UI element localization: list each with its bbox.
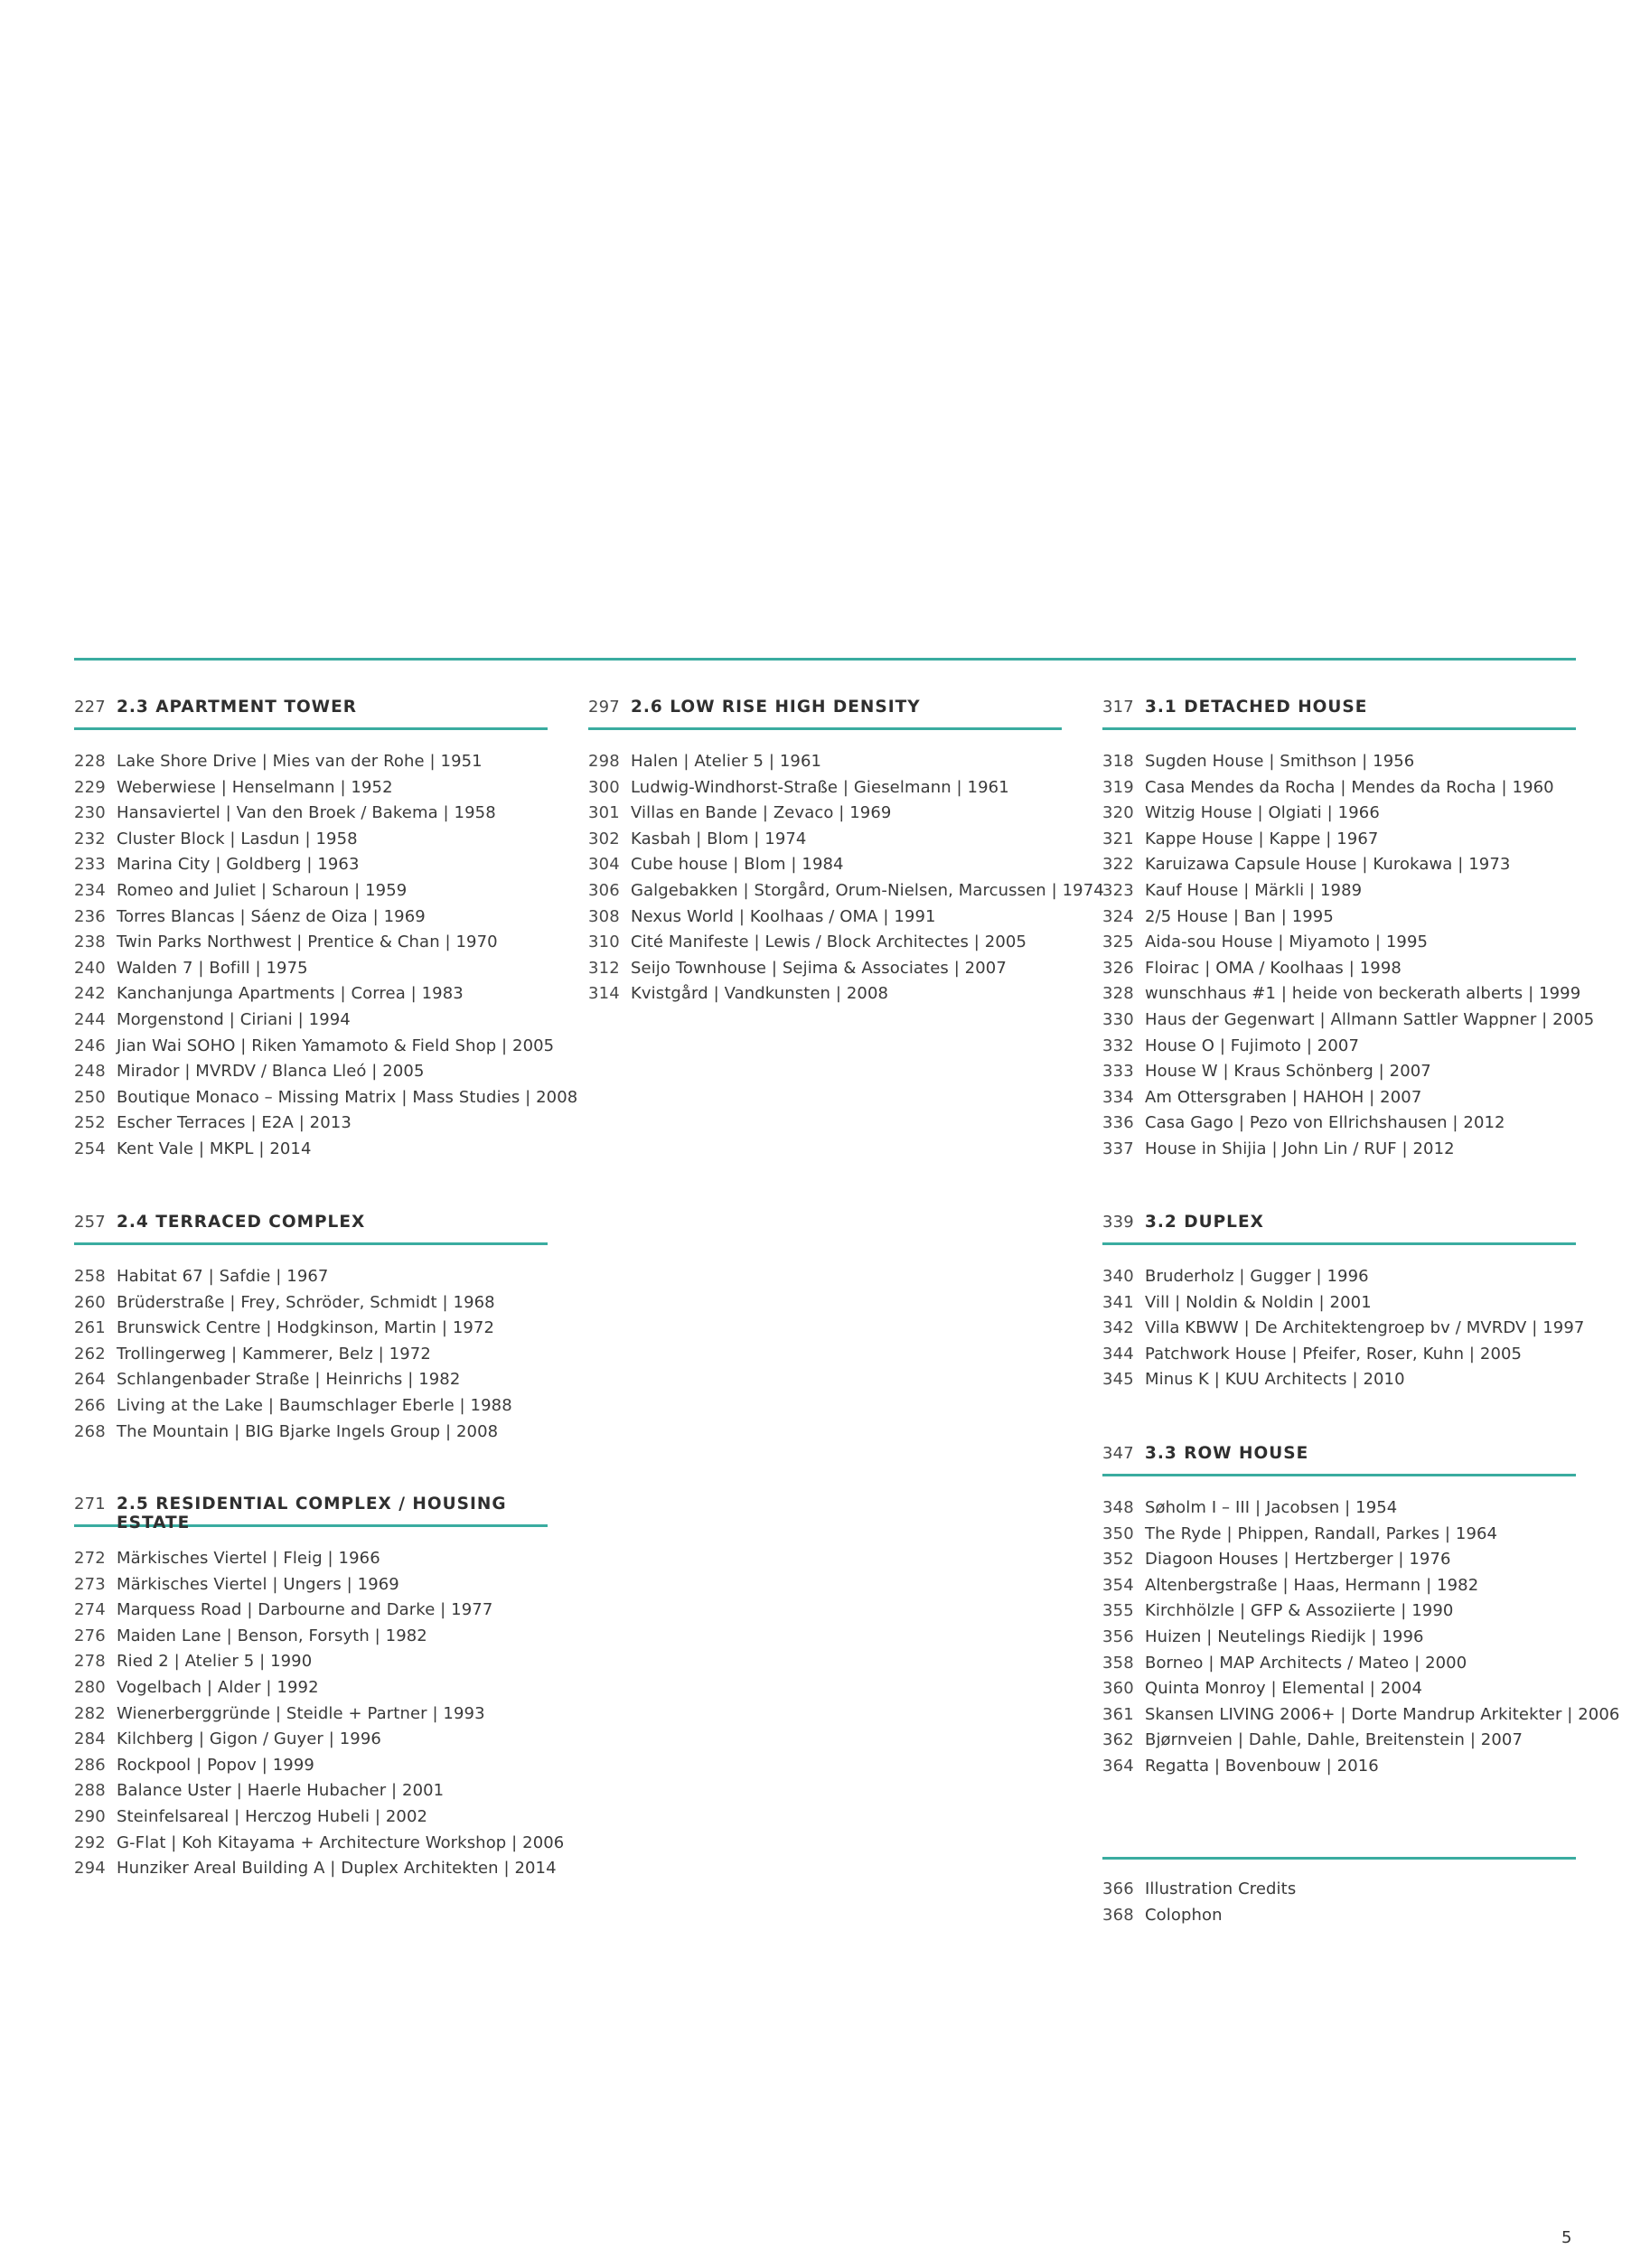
section-entry-list (74, 730, 578, 1166)
toc-entry[interactable] (1102, 1498, 1576, 1524)
toc-entry[interactable] (1102, 881, 1576, 907)
toc-entry-title: Halen | Atelier 5 | 1961 (631, 752, 822, 771)
toc-entry[interactable] (1102, 984, 1581, 1010)
toc-entry-title: Boutique Monaco – Missing Matrix | Mass Studies | 2008 (117, 1087, 578, 1107)
toc-entry-page-number: 276 (74, 1626, 106, 1645)
toc-entry-page-number: 230 (74, 803, 106, 823)
toc-entry-title: Weberwiese | Henselmann | 1952 (117, 777, 393, 797)
toc-section-apartment-tower (74, 694, 578, 1166)
toc-entry-title: Märkisches Viertel | Fleig | 1966 (117, 1549, 380, 1568)
toc-entry-title: Kasbah | Blom | 1974 (631, 829, 807, 848)
toc-entry-page-number: 336 (1102, 1113, 1134, 1133)
toc-entry[interactable] (588, 829, 1062, 856)
toc-entry-page-number: 236 (74, 906, 106, 926)
toc-entry[interactable] (1102, 1601, 1576, 1627)
toc-entry-title: Witzig House | Olgiati | 1966 (1145, 803, 1380, 823)
toc-entry[interactable] (1102, 1757, 1576, 1783)
toc-entry-page-number: 310 (588, 933, 620, 952)
toc-entry[interactable] (1102, 1627, 1576, 1654)
toc-entry-page-number: 280 (74, 1677, 106, 1697)
toc-entry-page-number: 288 (74, 1781, 106, 1801)
section-page-number: 297 (588, 698, 620, 717)
toc-section-low-rise (588, 694, 1104, 1010)
toc-entry-title: Ried 2 | Atelier 5 | 1990 (117, 1652, 313, 1672)
section-page-number: 271 (74, 1495, 106, 1514)
toc-entry-title: House O | Fujimoto | 2007 (1145, 1036, 1360, 1055)
toc-entry-page-number: 355 (1102, 1601, 1134, 1621)
toc-entry[interactable] (588, 933, 1062, 959)
toc-entry-title: Balance Uster | Haerle Hubacher | 2001 (117, 1781, 445, 1801)
toc-entry[interactable] (74, 1010, 548, 1036)
toc-entry-title: House W | Kraus Schönberg | 2007 (1145, 1062, 1431, 1082)
toc-entry-title: Illustration Credits (1145, 1879, 1297, 1898)
toc-entry[interactable] (74, 1139, 548, 1166)
toc-entry-page-number: 328 (1102, 984, 1134, 1004)
toc-entry-title: Bruderholz | Gugger | 1996 (1145, 1267, 1369, 1286)
toc-entry-page-number: 268 (74, 1421, 106, 1441)
toc-entry-page-number: 342 (1102, 1318, 1134, 1338)
toc-entry-title: Vogelbach | Alder | 1992 (117, 1677, 319, 1697)
toc-entry-page-number: 261 (74, 1318, 106, 1338)
toc-entry-title: Habitat 67 | Safdie | 1967 (117, 1267, 329, 1286)
toc-entry[interactable] (74, 1781, 548, 1807)
toc-entry-title: wunschhaus #1 | heide von beckerath alberts | 1999 (1145, 984, 1581, 1004)
toc-entry-page-number: 304 (588, 855, 620, 875)
toc-entry-page-number: 356 (1102, 1626, 1134, 1646)
toc-entry[interactable] (588, 855, 1062, 881)
toc-entry[interactable] (74, 1859, 557, 1885)
toc-entry-title: Cluster Block | Lasdun | 1958 (117, 829, 358, 848)
toc-entry-page-number: 246 (74, 1036, 106, 1055)
toc-entry[interactable] (1102, 1879, 1576, 1906)
toc-entry[interactable] (1102, 907, 1576, 933)
toc-entry[interactable] (74, 752, 548, 778)
toc-entry[interactable] (74, 881, 548, 907)
toc-entry[interactable] (1102, 1576, 1576, 1602)
toc-entry-title: Galgebakken | Storgård, Orum-Nielsen, Marcussen | 1974 (631, 880, 1104, 900)
toc-entry[interactable] (1102, 855, 1576, 881)
toc-entry[interactable] (1102, 829, 1576, 856)
toc-entry-page-number: 228 (74, 752, 106, 771)
toc-entry[interactable] (74, 1832, 565, 1860)
toc-entry-page-number: 341 (1102, 1292, 1134, 1312)
toc-entry-title: Kvistgård | Vandkunsten | 2008 (631, 984, 889, 1004)
toc-entry[interactable] (74, 1652, 548, 1678)
toc-entry-page-number: 242 (74, 984, 106, 1004)
end-matter-divider (1102, 1857, 1576, 1860)
toc-entry-title: Casa Gago | Pezo von Ellrichshausen | 2012 (1145, 1113, 1505, 1133)
toc-entry[interactable] (74, 907, 548, 933)
toc-entry-title: Borneo | MAP Architects / Mateo | 2000 (1145, 1653, 1467, 1673)
toc-entry-title: House in Shijia | John Lin / RUF | 2012 (1145, 1139, 1455, 1158)
toc-entry[interactable] (1102, 1704, 1620, 1731)
toc-entry-page-number: 229 (74, 777, 106, 797)
toc-entry[interactable] (1102, 933, 1576, 959)
toc-entry-page-number: 300 (588, 777, 620, 797)
section-page-number: 227 (74, 698, 106, 717)
toc-entry-page-number: 262 (74, 1344, 106, 1364)
section-heading[interactable] (74, 1491, 548, 1532)
section-title: 3.3 ROW HOUSE (1145, 1444, 1309, 1463)
toc-entry-page-number: 290 (74, 1806, 106, 1826)
toc-entry-page-number: 302 (588, 829, 620, 848)
toc-entry[interactable] (74, 1267, 548, 1293)
toc-entry[interactable] (74, 829, 548, 856)
toc-entry[interactable] (588, 907, 1062, 933)
toc-entry-page-number: 324 (1102, 906, 1134, 926)
toc-entry-title: Kauf House | Märkli | 1989 (1145, 880, 1363, 900)
toc-entry-title: Diagoon Houses | Hertzberger | 1976 (1145, 1550, 1451, 1570)
toc-entry[interactable] (588, 752, 1062, 778)
toc-entry-page-number: 318 (1102, 752, 1134, 771)
toc-entry-page-number: 348 (1102, 1498, 1134, 1517)
toc-entry[interactable] (588, 984, 1062, 1010)
toc-entry[interactable] (1102, 1062, 1576, 1088)
toc-entry[interactable] (1102, 1267, 1576, 1293)
toc-entry-page-number: 272 (74, 1549, 106, 1568)
toc-entry-page-number: 361 (1102, 1704, 1134, 1724)
toc-entry-page-number: 254 (74, 1139, 106, 1158)
toc-entry[interactable] (74, 1396, 548, 1422)
toc-entry-page-number: 258 (74, 1267, 106, 1286)
toc-entry-title: Kirchhölzle | GFP & Assoziierte | 1990 (1145, 1601, 1454, 1621)
toc-entry[interactable] (74, 1729, 548, 1756)
toc-section-row-house (1102, 1440, 1620, 1783)
toc-entry-page-number: 244 (74, 1009, 106, 1029)
toc-entry[interactable] (1102, 1009, 1595, 1036)
toc-section-terraced-complex (74, 1209, 548, 1448)
toc-entry-page-number: 308 (588, 906, 620, 926)
toc-entry-page-number: 238 (74, 933, 106, 952)
toc-entry-title: Torres Blancas | Sáenz de Oiza | 1969 (117, 906, 426, 926)
toc-entry[interactable] (74, 1087, 578, 1114)
toc-entry-title: Floirac | OMA / Koolhaas | 1998 (1145, 958, 1402, 978)
toc-entry-page-number: 345 (1102, 1370, 1134, 1390)
toc-entry-title: Brunswick Centre | Hodgkinson, Martin | 1972 (117, 1318, 495, 1338)
toc-entry-title: Quinta Monroy | Elemental | 2004 (1145, 1679, 1422, 1699)
toc-entry[interactable] (74, 1370, 548, 1396)
toc-entry-title: Hunziker Areal Building A | Duplex Architekten | 2014 (117, 1859, 557, 1879)
page-number: 5 (1561, 2228, 1572, 2247)
toc-entry[interactable] (1102, 1036, 1576, 1063)
toc-entry-page-number: 350 (1102, 1523, 1134, 1543)
section-entry-list (1102, 730, 1595, 1166)
toc-entry-page-number: 362 (1102, 1730, 1134, 1750)
toc-entry[interactable] (588, 803, 1062, 829)
toc-entry-page-number: 323 (1102, 880, 1134, 900)
toc-entry-title: Schlangenbader Straße | Heinrichs | 1982 (117, 1370, 461, 1390)
toc-entry-title: Twin Parks Northwest | Prentice & Chan | 1970 (117, 933, 498, 952)
toc-entry-title: Märkisches Viertel | Ungers | 1969 (117, 1574, 399, 1594)
toc-entry-title: Vill | Noldin & Noldin | 2001 (1145, 1292, 1372, 1312)
toc-entry[interactable] (1102, 1524, 1576, 1551)
toc-entry[interactable] (588, 778, 1062, 804)
toc-entry-page-number: 332 (1102, 1036, 1134, 1055)
toc-entry-page-number: 330 (1102, 1009, 1134, 1029)
toc-entry-page-number: 368 (1102, 1905, 1134, 1925)
toc-entry[interactable] (74, 803, 548, 829)
toc-entry[interactable] (1102, 1906, 1576, 1932)
section-heading[interactable] (1102, 1209, 1576, 1245)
toc-entry-title: Walden 7 | Bofill | 1975 (117, 958, 308, 978)
section-entry-list (74, 1527, 565, 1885)
toc-section-duplex (1102, 1209, 1585, 1396)
toc-entry[interactable] (74, 1345, 548, 1371)
toc-entry-title: Cité Manifeste | Lewis / Block Architectes | 2005 (631, 933, 1027, 952)
toc-entry-title: 2/5 House | Ban | 1995 (1145, 906, 1334, 926)
toc-entry-title: Villa KBWW | De Architektengroep bv / MVRDV | 1997 (1145, 1318, 1585, 1338)
toc-entry[interactable] (74, 1549, 548, 1575)
toc-entry-title: Haus der Gegenwart | Allmann Sattler Wappner | 2005 (1145, 1009, 1595, 1029)
toc-entry[interactable] (74, 1422, 548, 1448)
toc-entry-page-number: 234 (74, 880, 106, 900)
toc-entry-title: Kanchanjunga Apartments | Correa | 1983 (117, 984, 464, 1004)
toc-entry[interactable] (74, 1113, 548, 1139)
toc-entry-title: Seijo Townhouse | Sejima & Associates | 2007 (631, 958, 1007, 978)
toc-entry-page-number: 340 (1102, 1267, 1134, 1286)
toc-entry-page-number: 266 (74, 1395, 106, 1415)
toc-entry-page-number: 301 (588, 803, 620, 823)
toc-entry-page-number: 240 (74, 958, 106, 978)
end-matter-list (1102, 1879, 1576, 1931)
section-title: 3.2 DUPLEX (1145, 1213, 1264, 1232)
toc-entry-page-number: 322 (1102, 855, 1134, 875)
toc-entry-title: Wienerberggründe | Steidle + Partner | 1993 (117, 1703, 485, 1723)
toc-entry-page-number: 284 (74, 1729, 106, 1749)
toc-entry[interactable] (74, 1575, 548, 1601)
toc-entry-title: Minus K | KUU Architects | 2010 (1145, 1370, 1405, 1390)
toc-entry-title: Brüderstraße | Frey, Schröder, Schmidt | 1968 (117, 1292, 495, 1312)
toc-entry-title: Søholm I – III | Jacobsen | 1954 (1145, 1498, 1398, 1517)
section-title: 2.5 RESIDENTIAL COMPLEX / HOUSING ESTATE (117, 1495, 507, 1532)
toc-entry-title: Mirador | MVRDV / Blanca Lleó | 2005 (117, 1062, 425, 1082)
section-entry-list (588, 730, 1104, 1010)
toc-section-residential-complex (74, 1491, 565, 1885)
toc-entry[interactable] (1102, 1318, 1585, 1345)
toc-entry[interactable] (74, 1600, 548, 1626)
toc-entry-title: G-Flat | Koh Kitayama + Architecture Workshop | 2006 (117, 1832, 565, 1852)
toc-entry-title: Jian Wai SOHO | Riken Yamamoto & Field Shop | 2005 (117, 1036, 555, 1055)
section-title: 2.4 TERRACED COMPLEX (117, 1213, 366, 1232)
toc-entry-page-number: 233 (74, 855, 106, 875)
toc-entry-title: Bjørnveien | Dahle, Dahle, Breitenstein | 2007 (1145, 1730, 1523, 1750)
toc-entry-title: Karuizawa Capsule House | Kurokawa | 1973 (1145, 855, 1511, 875)
toc-entry-title: Am Ottersgraben | HAHOH | 2007 (1145, 1087, 1422, 1107)
toc-entry-page-number: 252 (74, 1113, 106, 1133)
section-heading[interactable] (588, 694, 1062, 730)
toc-entry-title: Regatta | Bovenbouw | 2016 (1145, 1756, 1379, 1776)
toc-entry-page-number: 273 (74, 1574, 106, 1594)
toc-entry-page-number: 334 (1102, 1087, 1134, 1107)
toc-entry[interactable] (1102, 1370, 1576, 1396)
toc-entry[interactable] (1102, 803, 1576, 829)
toc-entry-title: Romeo and Juliet | Scharoun | 1959 (117, 880, 408, 900)
section-entry-list (74, 1245, 548, 1448)
toc-entry[interactable] (74, 1293, 548, 1319)
toc-entry-title: Morgenstond | Ciriani | 1994 (117, 1009, 351, 1029)
toc-entry[interactable] (1102, 1345, 1576, 1371)
toc-entry-page-number: 314 (588, 984, 620, 1004)
toc-entry-title: Kappe House | Kappe | 1967 (1145, 829, 1379, 848)
toc-entry-title: Cube house | Blom | 1984 (631, 855, 844, 875)
toc-entry[interactable] (74, 1318, 548, 1345)
toc-entry[interactable] (1102, 1654, 1576, 1680)
toc-entry[interactable] (74, 1704, 548, 1730)
toc-entry[interactable] (1102, 959, 1576, 985)
toc-entry[interactable] (1102, 778, 1576, 804)
toc-entry-title: Villas en Bande | Zevaco | 1969 (631, 803, 892, 823)
section-entry-list (1102, 1245, 1585, 1396)
toc-entry-title: Patchwork House | Pfeifer, Roser, Kuhn | 2005 (1145, 1344, 1523, 1364)
toc-entry-page-number: 232 (74, 829, 106, 848)
toc-entry-page-number: 325 (1102, 933, 1134, 952)
toc-entry-title: Maiden Lane | Benson, Forsyth | 1982 (117, 1626, 427, 1645)
toc-entry[interactable] (1102, 1679, 1576, 1705)
toc-entry[interactable] (588, 880, 1104, 907)
toc-entry-page-number: 278 (74, 1652, 106, 1672)
toc-entry[interactable] (74, 984, 548, 1010)
toc-entry-title: Aida-sou House | Miyamoto | 1995 (1145, 933, 1429, 952)
toc-entry-title: Sugden House | Smithson | 1956 (1145, 752, 1415, 771)
toc-entry[interactable] (74, 778, 548, 804)
section-heading[interactable] (1102, 1440, 1576, 1476)
section-title: 3.1 DETACHED HOUSE (1145, 698, 1368, 717)
toc-entry-page-number: 298 (588, 752, 620, 771)
toc-entry-title: Marquess Road | Darbourne and Darke | 1977 (117, 1600, 493, 1620)
toc-entry[interactable] (1102, 1730, 1576, 1757)
toc-entry[interactable] (74, 1036, 555, 1063)
toc-entry-title: Steinfelsareal | Herczog Hubeli | 2002 (117, 1806, 428, 1826)
section-page-number: 339 (1102, 1213, 1134, 1232)
toc-entry[interactable] (74, 1626, 548, 1653)
toc-entry-title: The Mountain | BIG Bjarke Ingels Group | 2008 (117, 1421, 499, 1441)
toc-entry[interactable] (1102, 752, 1576, 778)
toc-entry-page-number: 292 (74, 1832, 106, 1852)
section-heading[interactable] (1102, 694, 1576, 730)
toc-entry[interactable] (74, 1062, 548, 1088)
toc-entry-title: Colophon (1145, 1905, 1223, 1925)
toc-entry-page-number: 260 (74, 1292, 106, 1312)
toc-entry-page-number: 312 (588, 958, 620, 978)
toc-entry[interactable] (1102, 1550, 1576, 1576)
toc-entry-title: Casa Mendes da Rocha | Mendes da Rocha | 1960 (1145, 777, 1554, 797)
toc-entry[interactable] (74, 959, 548, 985)
toc-entry[interactable] (74, 855, 548, 881)
toc-entry-page-number: 358 (1102, 1653, 1134, 1673)
toc-entry-page-number: 264 (74, 1370, 106, 1390)
toc-entry[interactable] (74, 933, 548, 959)
toc-entry-page-number: 364 (1102, 1756, 1134, 1776)
section-page-number: 347 (1102, 1444, 1134, 1463)
toc-entry-title: Huizen | Neutelings Riedijk | 1996 (1145, 1626, 1424, 1646)
section-heading[interactable] (74, 1209, 548, 1245)
toc-entry[interactable] (74, 1807, 548, 1833)
toc-entry-title: Skansen LIVING 2006+ | Dorte Mandrup Arkitekter | 2006 (1145, 1704, 1620, 1724)
toc-entry-title: Marina City | Goldberg | 1963 (117, 855, 360, 875)
toc-entry-page-number: 366 (1102, 1879, 1134, 1898)
toc-entry-title: Lake Shore Drive | Mies van der Rohe | 1951 (117, 752, 483, 771)
toc-entry-title: Rockpool | Popov | 1999 (117, 1755, 314, 1775)
toc-entry-page-number: 248 (74, 1062, 106, 1082)
toc-entry-page-number: 333 (1102, 1062, 1134, 1082)
section-page-number: 317 (1102, 698, 1134, 717)
toc-entry-title: The Ryde | Phippen, Randall, Parkes | 1964 (1145, 1523, 1498, 1543)
toc-entry-page-number: 274 (74, 1600, 106, 1620)
toc-entry-title: Trollingerweg | Kammerer, Belz | 1972 (117, 1344, 431, 1364)
toc-entry-title: Ludwig-Windhorst-Straße | Gieselmann | 1961 (631, 777, 1009, 797)
toc-entry-page-number: 352 (1102, 1550, 1134, 1570)
toc-entry[interactable] (588, 959, 1062, 985)
toc-entry[interactable] (74, 1756, 548, 1782)
toc-entry-page-number: 326 (1102, 958, 1134, 978)
toc-section-detached-house (1102, 694, 1595, 1166)
toc-entry-page-number: 282 (74, 1703, 106, 1723)
toc-entry-page-number: 321 (1102, 829, 1134, 848)
section-entry-list (1102, 1476, 1620, 1783)
toc-entry-title: Living at the Lake | Baumschlager Eberle | 1988 (117, 1395, 512, 1415)
toc-entry[interactable] (1102, 1293, 1576, 1319)
toc-entry-title: Escher Terraces | E2A | 2013 (117, 1113, 352, 1133)
toc-entry[interactable] (1102, 1139, 1576, 1166)
toc-entry-title: Kilchberg | Gigon / Guyer | 1996 (117, 1729, 381, 1749)
toc-entry-title: Hansaviertel | Van den Broek / Bakema | 1958 (117, 803, 496, 823)
top-divider (74, 658, 1576, 661)
toc-entry-page-number: 360 (1102, 1679, 1134, 1699)
toc-entry-page-number: 354 (1102, 1575, 1134, 1595)
toc-entry-page-number: 250 (74, 1087, 106, 1107)
section-title: 2.3 APARTMENT TOWER (117, 698, 357, 717)
toc-entry-page-number: 319 (1102, 777, 1134, 797)
section-title: 2.6 LOW RISE HIGH DENSITY (631, 698, 921, 717)
toc-entry[interactable] (74, 1678, 548, 1704)
toc-entry-page-number: 337 (1102, 1139, 1134, 1158)
toc-entry-title: Kent Vale | MKPL | 2014 (117, 1139, 312, 1158)
toc-entry-page-number: 306 (588, 880, 620, 900)
toc-entry-title: Nexus World | Koolhaas / OMA | 1991 (631, 906, 936, 926)
section-page-number: 257 (74, 1213, 106, 1232)
toc-entry-page-number: 294 (74, 1859, 106, 1879)
toc-entry-title: Altenbergstraße | Haas, Hermann | 1982 (1145, 1575, 1479, 1595)
toc-entry[interactable] (1102, 1113, 1576, 1139)
toc-entry[interactable] (1102, 1088, 1576, 1114)
toc-entry-page-number: 286 (74, 1755, 106, 1775)
section-heading[interactable] (74, 694, 548, 730)
toc-entry-page-number: 320 (1102, 803, 1134, 823)
toc-entry-page-number: 344 (1102, 1344, 1134, 1364)
